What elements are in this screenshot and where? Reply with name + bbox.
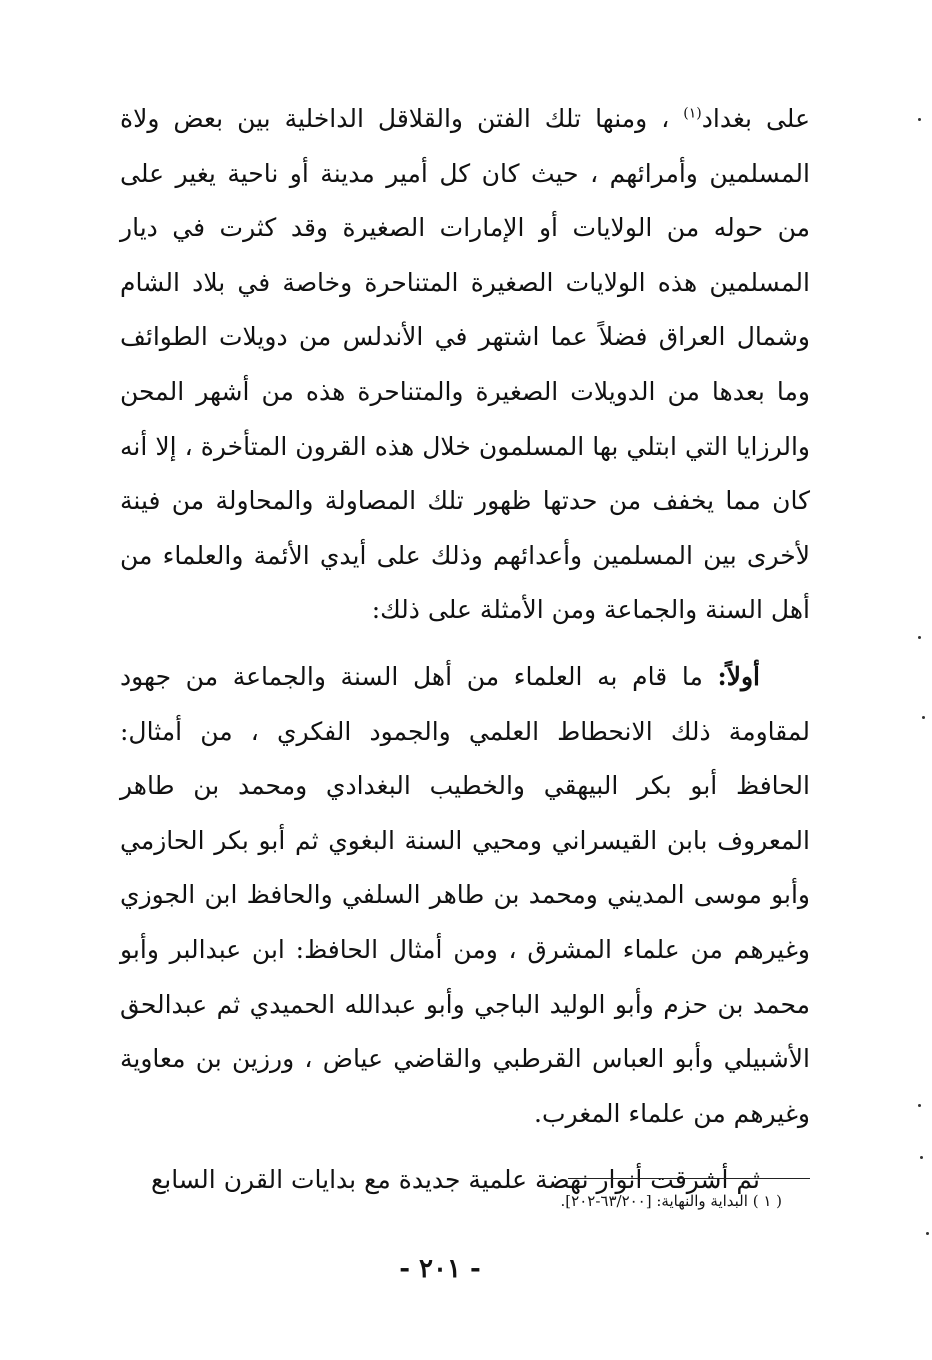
- paragraph-3-body: ثم أشرقت أنوار نهضة علمية جديدة مع بدايات القرن السابع: [151, 1165, 760, 1195]
- margin-speck: [920, 1156, 923, 1159]
- footnote-marker: (١): [683, 105, 702, 122]
- paragraph-1-start: على بغداد: [701, 104, 810, 133]
- paragraph-2-body: ما قام به العلماء من أهل السنة والجماعة من جهود لمقاومة ذلك الانحطاط العلمي والجمود الفكري ، من أمثال: الحافظ أبو بكر البيهقي والخطيب البغدادي ومحمد بن طاهر المعروف بابن القيسراني ومحيي السنة البغوي ثم أبو بكر الحازمي وأبو موسى المديني ومحمد بن طاهر السلفي والحافظ ابن الجوزي وغيرهم من علماء المشرق ، ومن أمثال الحافظ: ابن عبدالبر وأبو محمد بن حزم وأبو الوليد الباجي وأبو عبدالله الحميدي ثم عبدالحق الأشبيلي وأبو العباس القرطبي والقاضي عياض ، ورزين بن معاوية وغيرهم من علماء المغرب.: [120, 661, 810, 1128]
- page-number: - ٢٠١ -: [399, 1254, 481, 1284]
- main-text: [120, 92, 810, 1208]
- margin-speck: [918, 118, 921, 121]
- margin-speck: [926, 1232, 929, 1235]
- footnote-divider: [568, 1178, 810, 1179]
- paragraph-2-lead: أولاً:: [717, 661, 760, 691]
- margin-speck: [922, 716, 925, 719]
- margin-speck: [918, 636, 921, 639]
- footnote: ( ١ ) البداية والنهاية: [٦٣/٢٠٠-٢٠٢].: [560, 1192, 782, 1210]
- margin-speck: [918, 1104, 921, 1107]
- paragraph-2: [120, 650, 810, 1141]
- paragraph-1-body: ، ومنها تلك الفتن والقلاقل الداخلية بين بعض ولاة المسلمين وأمرائهم ، حيث كان كل أمير مدينة أو ناحية يغير على من حوله من الولايات أو الإمارات الصغيرة وقد كثرت في ديار المسلمين هذه الولايات الصغيرة المتناحرة وخاصة في بلاد الشام وشمال العراق فضلاً عما اشتهر في الأندلس من دويلات الطوائف وما بعدها من الدويلات الصغيرة والمتناحرة هذه من أشهر المحن والرزايا التي ابتلي بها المسلمون خلال هذه القرون المتأخرة ، إلا أنه كان مما يخفف من حدتها ظهور تلك المصاولة والمحاولة من فينة لأخرى بين المسلمين وأعدائهم وذلك على أيدي الأئمة والعلماء من أهل السنة والجماعة ومن الأمثلة على ذلك:: [120, 104, 810, 625]
- paragraph-1: [120, 92, 810, 638]
